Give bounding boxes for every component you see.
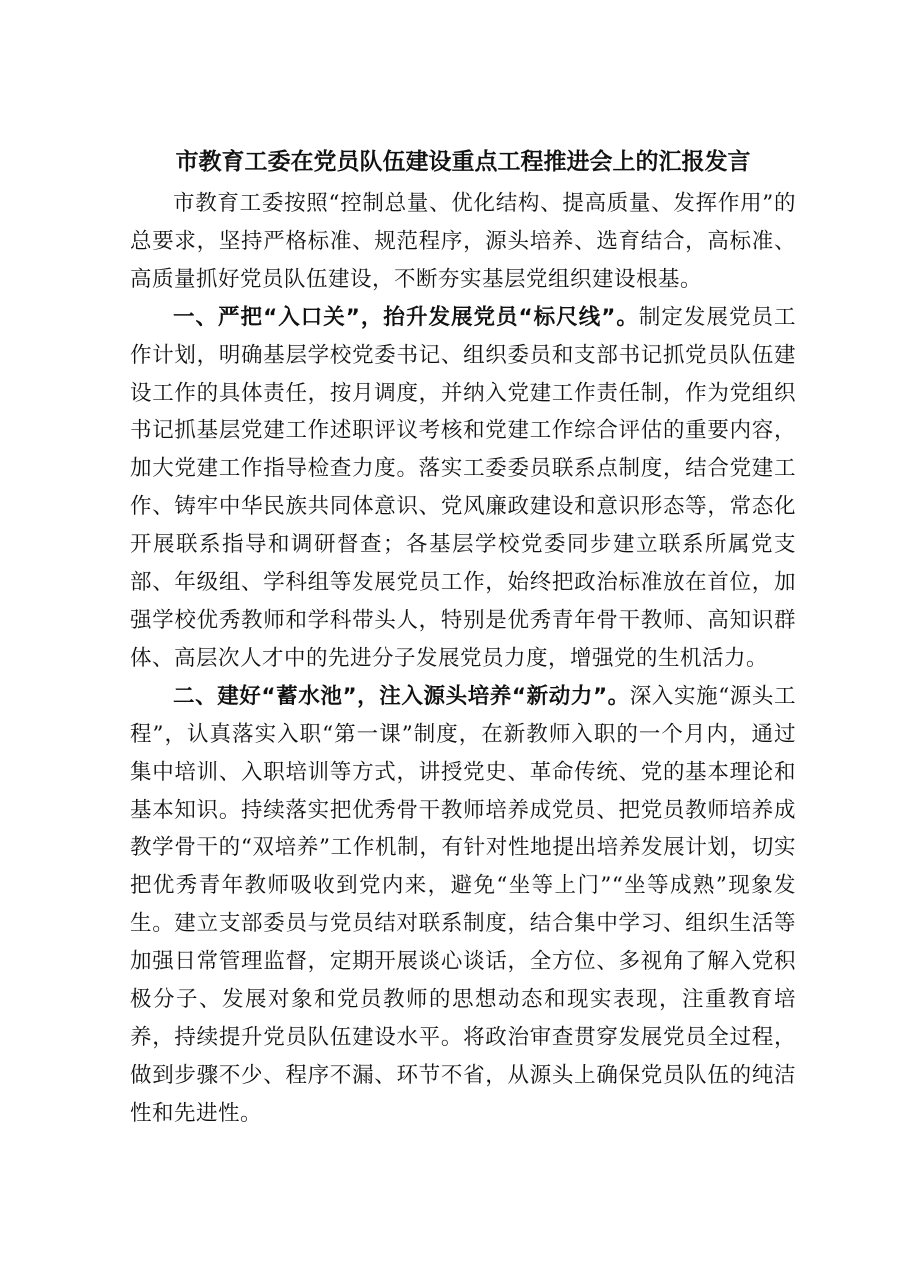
section-2-paragraph [130, 678, 796, 1133]
document-title: 市教育工委在党员队伍建设重点工程推进会上的汇报发言 [175, 148, 751, 175]
section-1-body: 制定发展党员工作计划，明确基层学校党委书记、组织委员和支部书记抓党员队伍建设工作的具体责任，按月调度，并纳入党建工作责任制，作为党组织书记抓基层党建工作述职评议考核和党建工作综合评估的重要内容，加大党建工作指导检查力度。落实工委委员联系点制度，结合党建工作、铸牢中华民族共同体意识、党风廉政建设和意识形态等，常态化开展联系指导和调研督查；各基层学校党委同步建立联系所属党支部、年级组、学科组等发展党员工作，始终把政治标准放在首位，加强学校优秀教师和学科带头人，特别是优秀青年骨干教师、高知识群体、高层次人才中的先进分子发展党员力度，增强党的生机活力。 [130, 304, 796, 671]
section-2-body: 深入实施“源头工程”，认真落实入职“第一课”制度，在新教师入职的一个月内，通过集中培训、入职培训等方式，讲授党史、革命传统、党的基本理论和基本知识。持续落实把优秀骨干教师培养成党员、把党员教师培养成教学骨干的“双培养”工作机制，有针对性地提出培养发展计划，切实把优秀青年教师吸收到党内来，避免“坐等上门”“坐等成熟”现象发生。建立支部委员与党员结对联系制度，结合集中学习、组织生活等加强日常管理监督，定期开展谈心谈话，全方位、多视角了解入党积极分子、发展对象和党员教师的思想动态和现实表现，注重教育培养，持续提升党员队伍建设水平。将政治审查贯穿发展党员全过程，做到步骤不少、程序不漏、环节不省，从源头上确保党员队伍的纯洁性和先进性。 [130, 683, 796, 1126]
document-page [130, 145, 796, 1133]
intro-paragraph: 市教育工委按照“控制总量、优化结构、提高质量、发挥作用”的总要求，坚持严格标准、规范程序，源头培养、选育结合，高标准、高质量抓好党员队伍建设，不断夯实基层党组织建设根基。 [130, 191, 796, 292]
section-2-heading: 二、建好“蓄水池”，注入源头培养“新动力”。 [173, 683, 630, 709]
section-1-paragraph [130, 299, 796, 678]
section-1-heading: 一、严把“入口关”，抬升发展党员“标尺线”。 [173, 304, 639, 330]
